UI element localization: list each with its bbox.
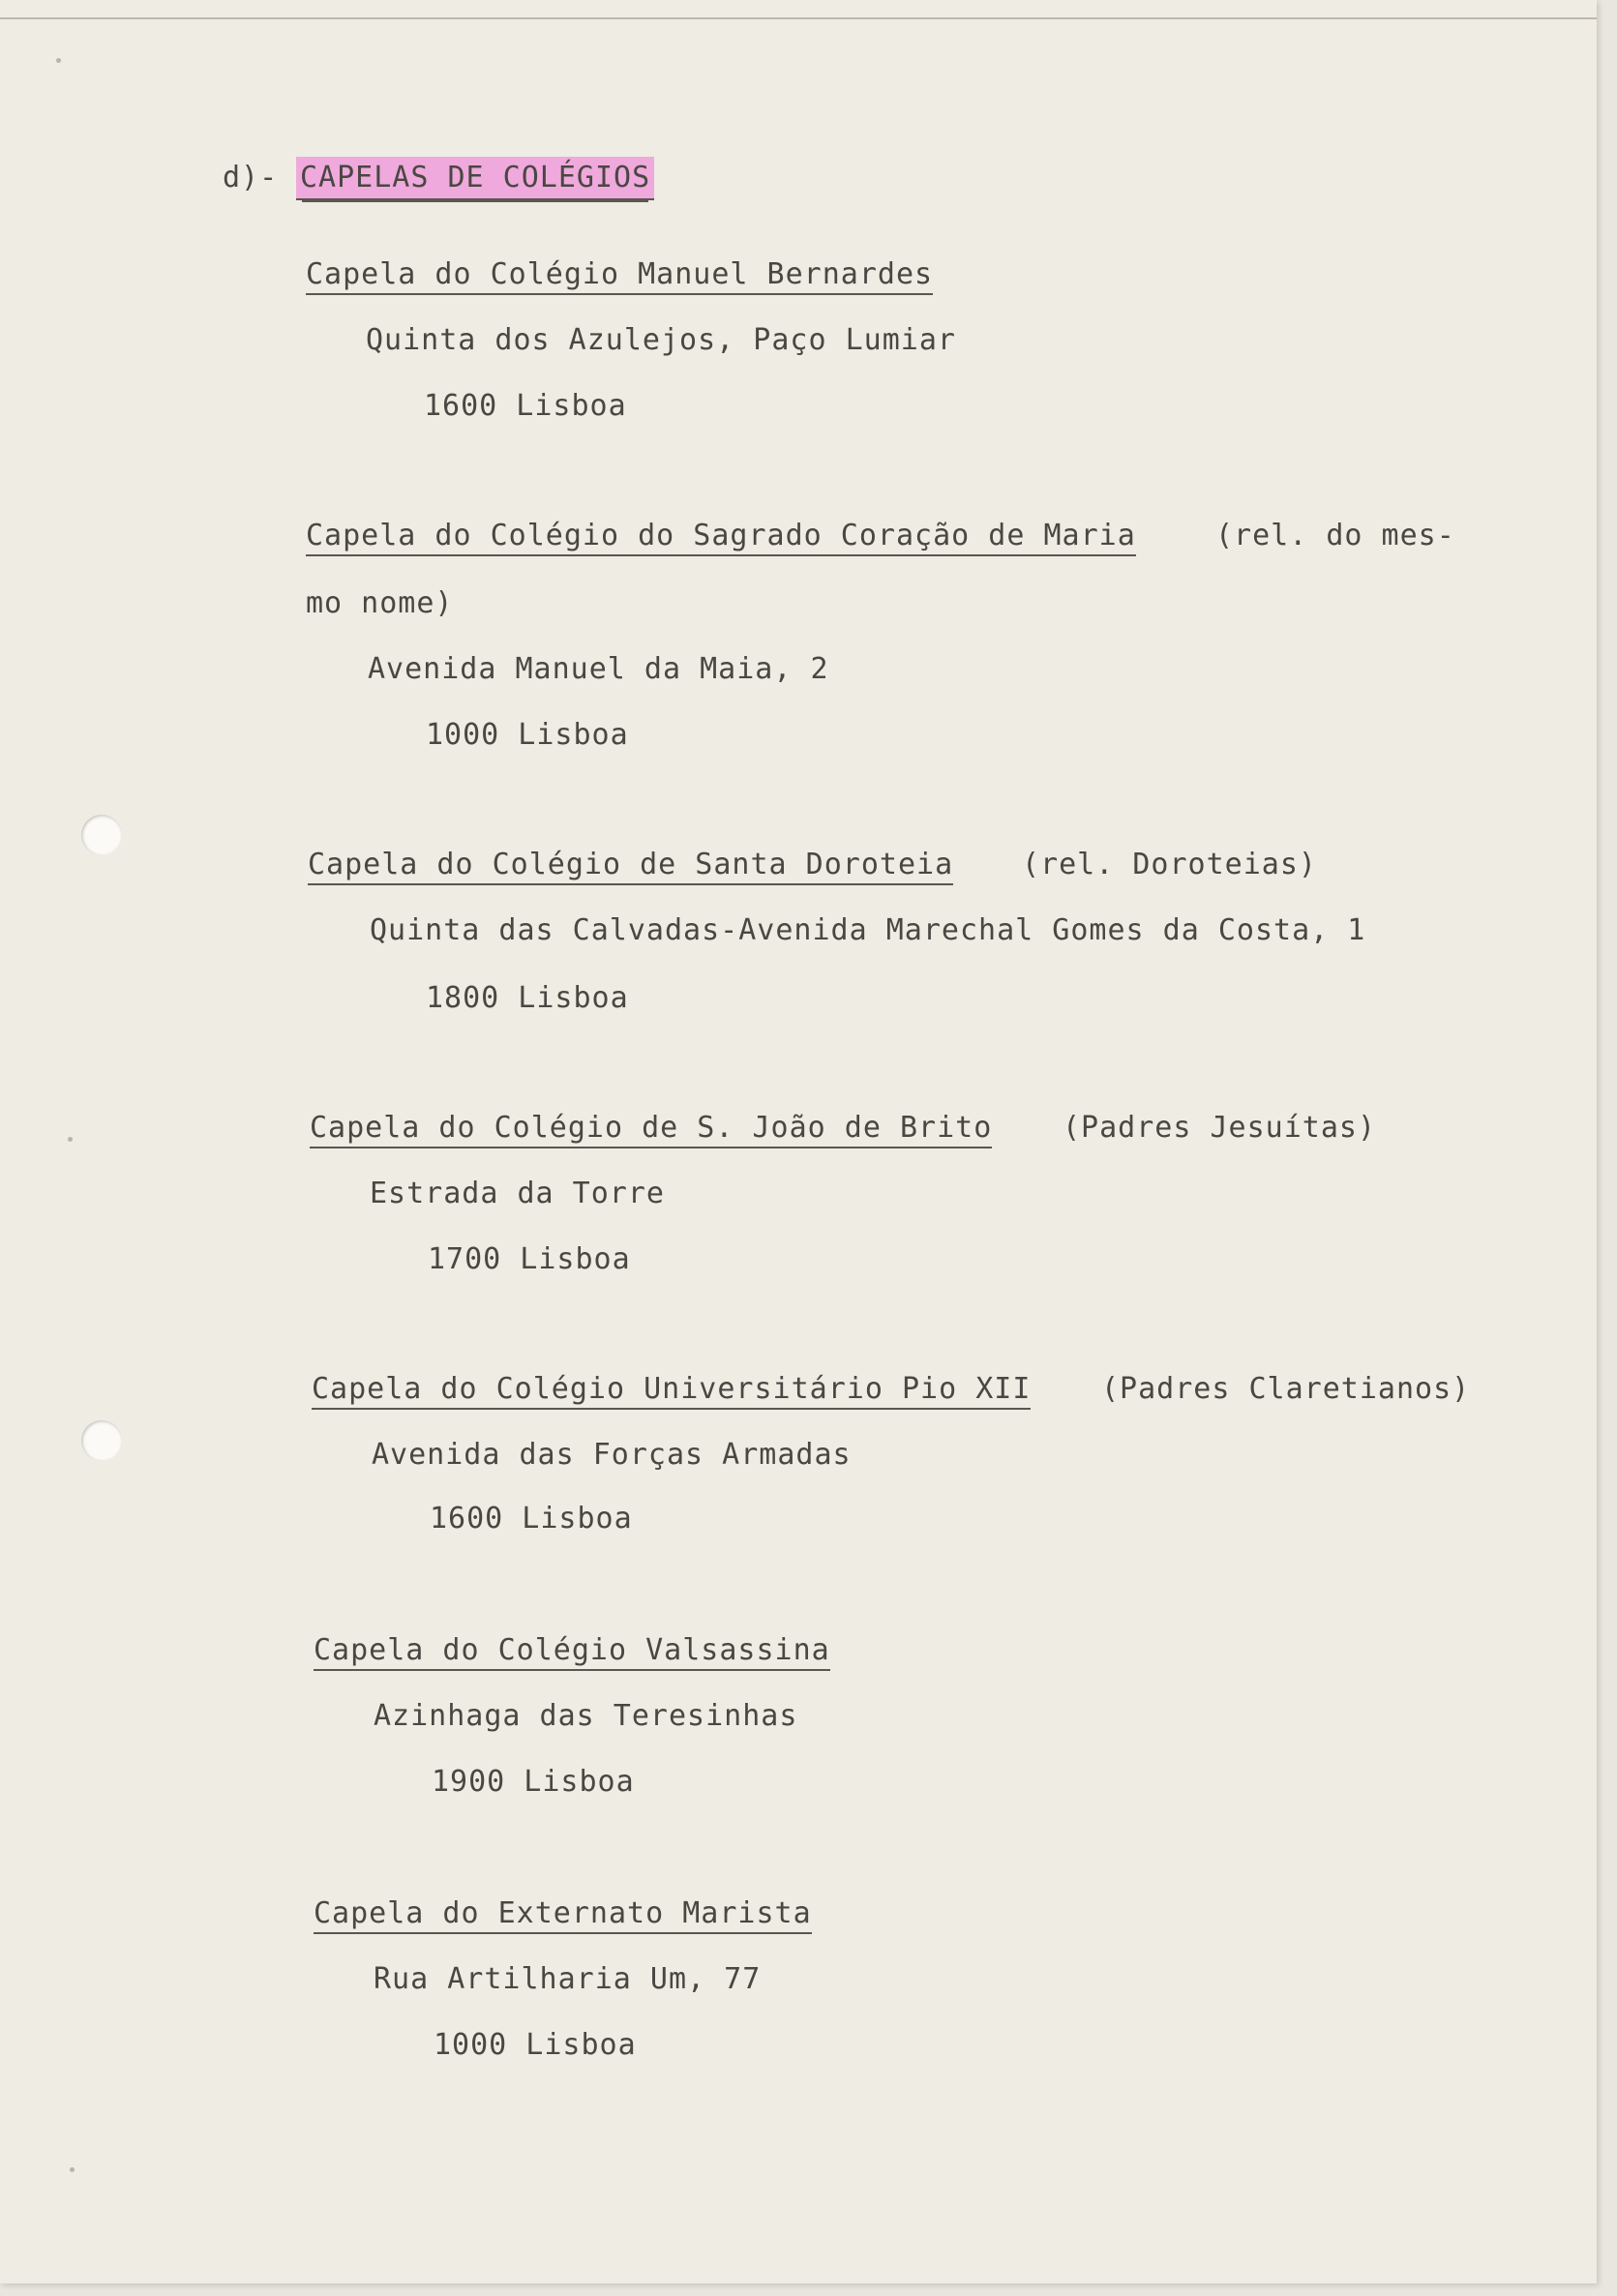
stray-mark (68, 1137, 73, 1142)
entry-postal: 1800 Lisboa (426, 981, 629, 1015)
entry-address: Quinta dos Azulejos, Paço Lumiar (366, 323, 956, 357)
entry-name: Capela do Colégio Manuel Bernardes (306, 257, 933, 295)
stray-mark (56, 58, 61, 63)
entry-address: Avenida das Forças Armadas (372, 1438, 852, 1472)
entry-postal: 1000 Lisboa (434, 2028, 637, 2062)
entry-address: Estrada da Torre (370, 1177, 665, 1210)
entry-name: Capela do Colégio do Sagrado Coração de Maria (306, 519, 1136, 556)
entry-note: (Padres Claretianos) (1101, 1372, 1471, 1406)
page-edge (0, 17, 1597, 19)
entry-address: Quinta das Calvadas-Avenida Marechal Gomes da Costa, 1 (370, 913, 1366, 947)
stray-mark (70, 2167, 75, 2172)
entry-name: Capela do Colégio de S. João de Brito (310, 1111, 992, 1148)
entry-address: Azinhaga das Teresinhas (374, 1699, 798, 1733)
entry-note-continued: mo nome) (306, 586, 454, 620)
punch-hole (81, 1420, 122, 1461)
entry-address: Rua Artilharia Um, 77 (374, 1962, 762, 1996)
entry-note: (Padres Jesuítas) (1063, 1111, 1377, 1145)
entry-note: (rel. Doroteias) (1022, 848, 1317, 881)
section-prefix: d)- (223, 161, 279, 194)
entry-name: Capela do Colégio Valsassina (314, 1633, 830, 1671)
entry-address: Avenida Manuel da Maia, 2 (368, 652, 829, 686)
entry-postal: 1000 Lisboa (426, 718, 629, 752)
entry-name: Capela do Colégio Universitário Pio XII (312, 1372, 1031, 1410)
entry-postal: 1600 Lisboa (430, 1502, 633, 1536)
entry-postal: 1600 Lisboa (424, 389, 627, 423)
entry-name: Capela do Colégio de Santa Doroteia (308, 848, 953, 885)
entry-name: Capela do Externato Marista (314, 1896, 812, 1934)
punch-hole (81, 815, 122, 855)
section-title: CAPELAS DE COLÉGIOS (296, 157, 654, 200)
entry-postal: 1900 Lisboa (432, 1765, 635, 1799)
entry-note: (rel. do mes- (1215, 519, 1455, 552)
entry-postal: 1700 Lisboa (428, 1242, 631, 1276)
